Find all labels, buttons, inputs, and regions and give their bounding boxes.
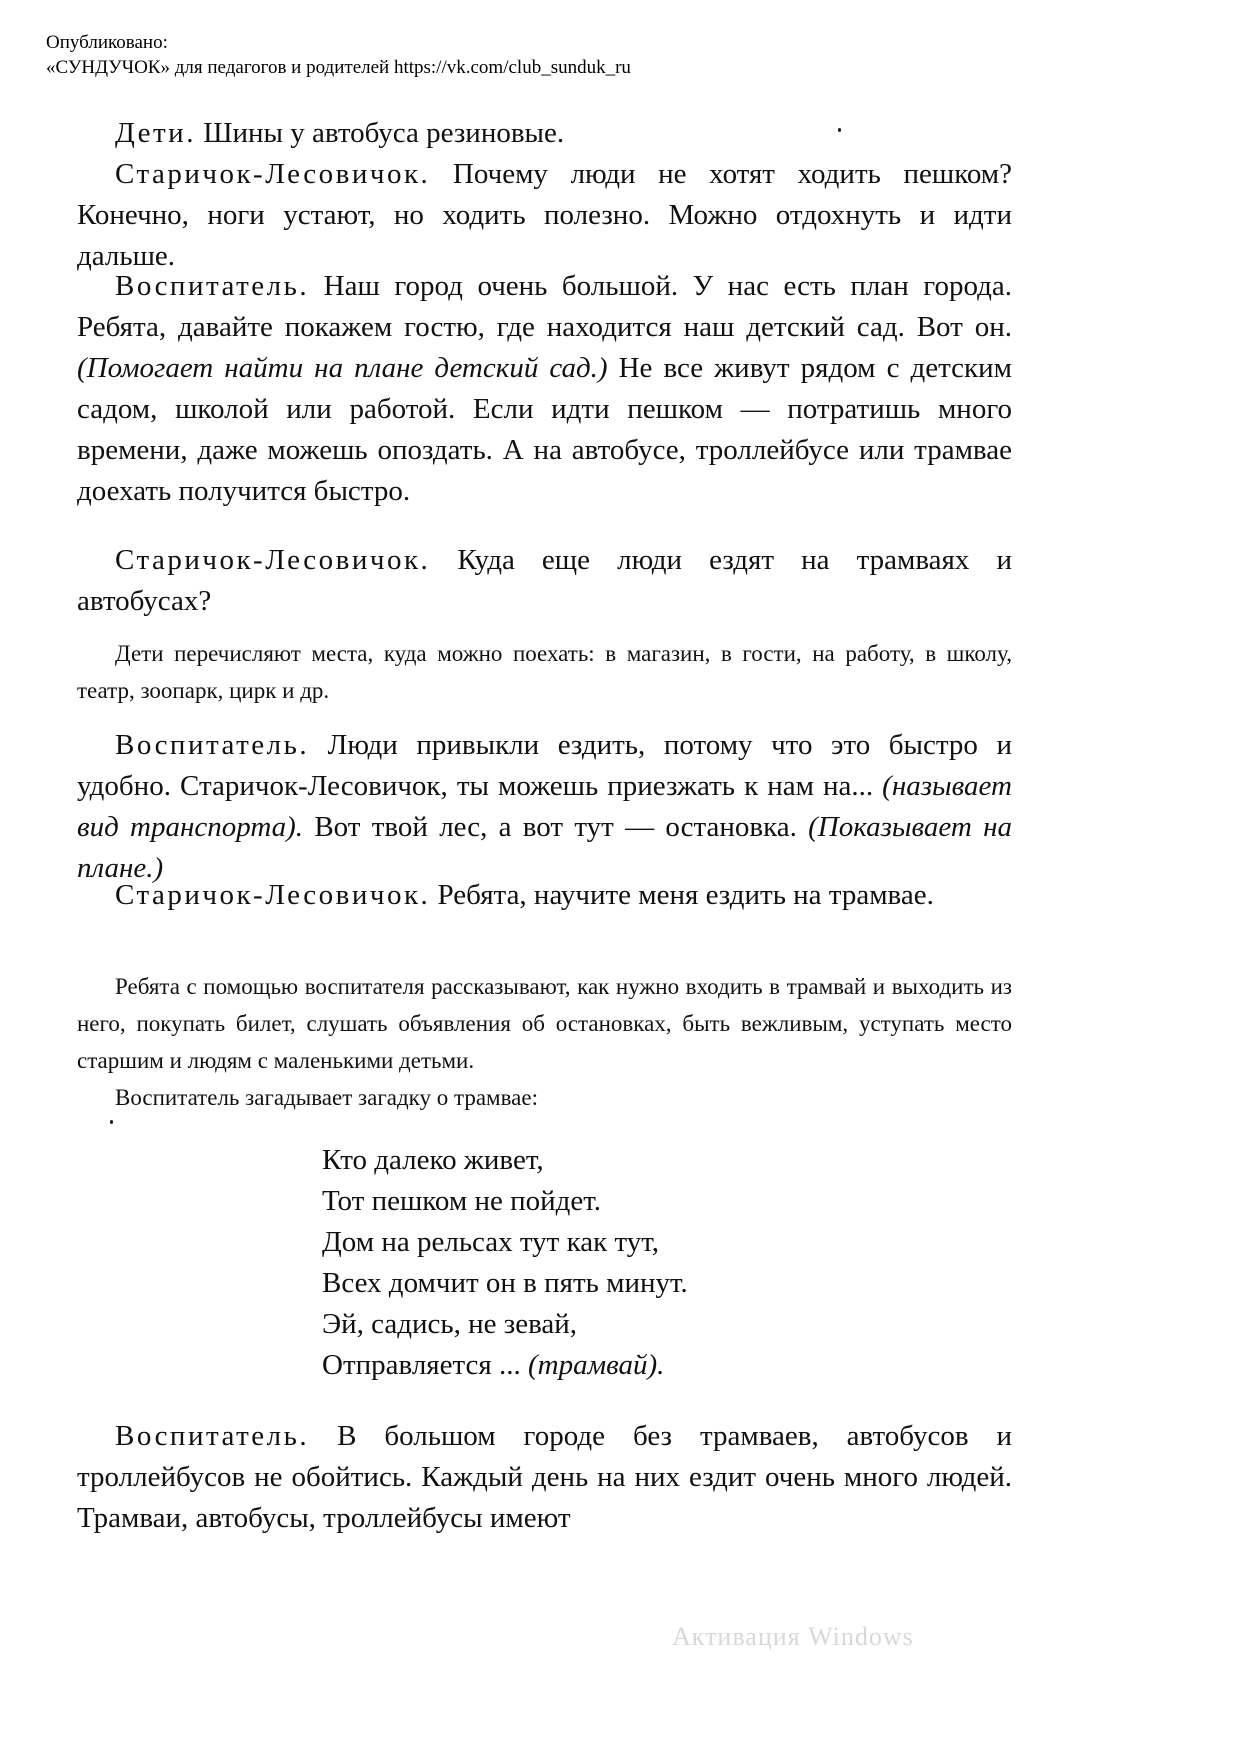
publication-header: [46, 30, 631, 80]
paragraph-7: [77, 1416, 1012, 1539]
paragraph-4: [77, 540, 1012, 622]
speaker: Старичок-Лесовичок.: [115, 158, 431, 190]
stage-direction: (Показывает на плане.): [77, 811, 1013, 884]
stage-note-2: [77, 968, 1012, 1079]
paragraph-2: [77, 154, 1012, 277]
speaker: Воспитатель.: [115, 729, 310, 761]
paragraph-text: Люди привыкли ездить, потому что это быстро и удобно. Старичок-Лесовичок, ты можешь приезжать к нам на...: [77, 729, 1012, 802]
paragraph-text: Наш город очень большой. У нас есть план города. Ребята, давайте покажем гостю, где находится наш детский сад. Вот он.: [77, 270, 1012, 343]
published-label: Опубликовано:: [46, 32, 168, 53]
paragraph-text: Вот твой лес, а вот тут — остановка.: [303, 811, 809, 843]
paragraph-text: Шины у автобуса резиновые.: [195, 117, 565, 149]
poem-line: Кто далеко живет,: [322, 1144, 544, 1176]
scan-speck: [838, 128, 841, 132]
paragraph-6: [77, 875, 1012, 916]
poem-line: Дом на рельсах тут как тут,: [322, 1226, 659, 1258]
speaker: Дети.: [115, 117, 196, 149]
poem-line: Всех домчит он в пять минут.: [322, 1267, 688, 1299]
paragraph-text: В большом городе без трамваев, автобусов и троллейбусов не обойтись. Каждый день на них ездит очень много людей. Трамваи, автобусы, троллейбусы имеют: [77, 1420, 1012, 1534]
paragraph-text: Почему люди не хотят ходить пешком? Конечно, ноги устают, но ходить полезно. Можно отдохнуть и идти дальше.: [77, 158, 1012, 272]
paragraph-3: [77, 266, 1012, 512]
paragraph-text: Ребята, научите меня ездить на трамвае.: [430, 879, 934, 911]
stage-note-text: Ребята с помощью воспитателя рассказывают, как нужно входить в трамвай и выходить из него, покупать билет, слушать объявления об остановках, быть вежливым, уступать место старшим и людям с маленькими детьми.: [77, 974, 1012, 1073]
poem-line: Тот пешком не пойдет.: [322, 1185, 602, 1217]
poem-line: Эй, садись, не зевай,: [322, 1308, 578, 1340]
riddle-poem: [322, 1140, 688, 1386]
speaker: Воспитатель.: [115, 270, 310, 302]
poem-line-text: Отправляется ...: [322, 1349, 528, 1381]
paragraph-text: Куда еще люди ездят на трамваях и автобусах?: [77, 544, 1012, 617]
paragraph-1: [77, 113, 1012, 154]
stage-note-1: [77, 635, 1012, 709]
stage-direction: (называет вид транспорта).: [77, 770, 1012, 843]
riddle-answer: (трамвай).: [528, 1349, 665, 1381]
speaker: Старичок-Лесовичок.: [115, 879, 431, 911]
paragraph-5: [77, 725, 1012, 889]
poem-line: [322, 1345, 688, 1386]
speaker: Старичок-Лесовичок.: [115, 544, 431, 576]
speaker: Воспитатель.: [115, 1420, 310, 1452]
stage-direction: (Помогает найти на плане детский сад.): [77, 352, 608, 384]
windows-activation-watermark: Активация Windows: [672, 1622, 914, 1651]
scan-speck: [110, 1120, 113, 1124]
source-line: «СУНДУЧОК» для педагогов и родителей https://vk.com/club_sunduk_ru: [46, 57, 631, 78]
paragraph-text: Не все живут рядом с детским садом, школой или работой. Если идти пешком — потратишь много времени, даже можешь опоздать. А на автобусе, троллейбусе или трамвае доехать получится быстро.: [77, 352, 1012, 507]
stage-note-text: Дети перечисляют места, куда можно поехать: в магазин, в гости, на работу, в школу, театр, зоопарк, цирк и др.: [77, 641, 1012, 703]
stage-note-text: Воспитатель загадывает загадку о трамвае:: [115, 1085, 538, 1110]
stage-note-3: [77, 1079, 1012, 1116]
